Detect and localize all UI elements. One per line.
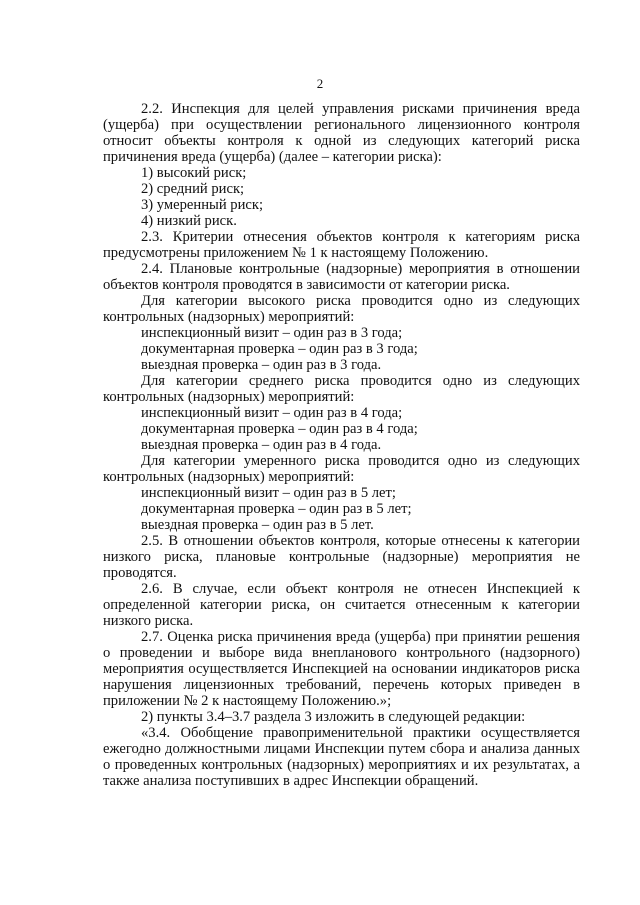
paragraph-2-2: 2.2. Инспекция для целей управления рисками причинения вреда (ущерба) при осуществлении регионального лицензионного контроля относит объекты контроля к одной из следующих категорий риска причинения вреда (ущерба) (далее – категории риска): (103, 101, 580, 165)
medium-risk-inspection-visit: инспекционный визит – один раз в 4 года; (141, 405, 403, 421)
risk-item-high: 1) высокий риск; (141, 165, 247, 181)
paragraph-3-4: «3.4. Обобщение правоприменительной практики осуществляется ежегодно должностными лицами Инспекции путем сбора и анализа данных о проведенных контрольных (надзорных) мероприятиях и их результатах, а также анализа поступивших в адрес Инспекции обращений. (103, 725, 580, 789)
medium-risk-intro: Для категории среднего риска проводится одно из следующих контрольных (надзорных) мероприятий: (103, 373, 580, 405)
medium-risk-field-check: выездная проверка – один раз в 4 года. (141, 437, 382, 453)
paragraph-2-4: 2.4. Плановые контрольные (надзорные) мероприятия в отношении объектов контроля проводятся в зависимости от категории риска. (103, 261, 580, 293)
risk-item-moderate: 3) умеренный риск; (141, 197, 264, 213)
page-number: 2 (316, 76, 324, 91)
medium-risk-documentary-check: документарная проверка – один раз в 4 года; (141, 421, 418, 437)
high-risk-intro: Для категории высокого риска проводится одно из следующих контрольных (надзорных) мероприятий: (103, 293, 580, 325)
risk-item-low: 4) низкий риск. (141, 213, 237, 229)
moderate-risk-inspection-visit: инспекционный визит – один раз в 5 лет; (141, 485, 396, 501)
high-risk-field-check: выездная проверка – один раз в 3 года. (141, 357, 382, 373)
high-risk-documentary-check: документарная проверка – один раз в 3 года; (141, 341, 418, 357)
document-body (103, 101, 580, 789)
risk-item-medium: 2) средний риск; (141, 181, 245, 197)
paragraph-2-6: 2.6. В случае, если объект контроля не отнесен Инспекцией к определенной категории риска, он считается отнесенным к категории низкого риска. (103, 581, 580, 629)
moderate-risk-field-check: выездная проверка – один раз в 5 лет. (141, 517, 374, 533)
moderate-risk-documentary-check: документарная проверка – один раз в 5 лет; (141, 501, 412, 517)
paragraph-2-3: 2.3. Критерии отнесения объектов контроля к категориям риска предусмотрены приложением № 1 к настоящему Положению. (103, 229, 580, 261)
paragraph-2-7: 2.7. Оценка риска причинения вреда (ущерба) при принятии решения о проведении и выборе вида внепланового контрольного (надзорного) мероприятия осуществляется Инспекцией на основании индикаторов риска нарушения лицензионных требований, перечень которых приведен в приложении № 2 к настоящему Положению.»; (103, 629, 580, 709)
paragraph-2-5: 2.5. В отношении объектов контроля, которые отнесены к категории низкого риска, плановые контрольные (надзорные) мероприятия не проводятся. (103, 533, 580, 581)
moderate-risk-intro: Для категории умеренного риска проводится одно из следующих контрольных (надзорных) мероприятий: (103, 453, 580, 485)
amendment-item-2: 2) пункты 3.4–3.7 раздела 3 изложить в следующей редакции: (141, 709, 526, 725)
high-risk-inspection-visit: инспекционный визит – один раз в 3 года; (141, 325, 403, 341)
